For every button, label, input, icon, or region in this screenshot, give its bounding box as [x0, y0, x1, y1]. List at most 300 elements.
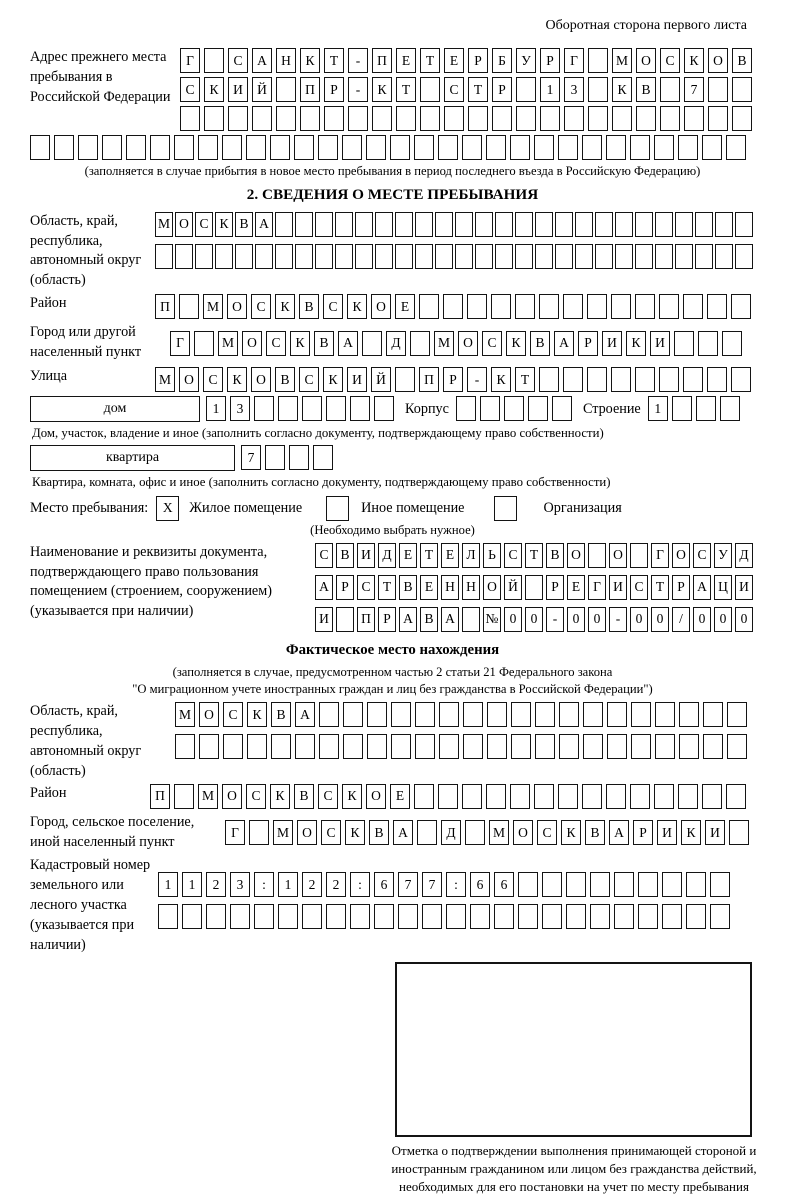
actual-region-row-1: [175, 702, 751, 727]
char-box: [678, 784, 698, 809]
char-box: М: [155, 367, 175, 392]
char-box: [343, 734, 363, 759]
char-box: [540, 106, 560, 131]
char-box: [703, 734, 723, 759]
char-box: 1: [278, 872, 298, 897]
char-box: Р: [492, 77, 512, 102]
char-box: [276, 106, 296, 131]
char-box: [635, 294, 655, 319]
char-box: [175, 244, 193, 269]
char-box: Н: [276, 48, 296, 73]
char-box: [270, 135, 290, 160]
char-box: Т: [396, 77, 416, 102]
char-box: [611, 294, 631, 319]
char-box: [342, 135, 362, 160]
char-box: [686, 904, 706, 929]
char-box: [662, 904, 682, 929]
char-box: [444, 106, 464, 131]
char-box: [659, 367, 679, 392]
char-box: [350, 396, 370, 421]
cadastral-block: [30, 856, 755, 955]
char-box: 3: [230, 872, 250, 897]
char-box: [552, 396, 572, 421]
char-box: В: [294, 784, 314, 809]
char-box: С: [203, 367, 223, 392]
char-box: [235, 244, 253, 269]
street-row: [155, 367, 755, 392]
char-box: [582, 135, 602, 160]
stay-type-label: Место пребывания:: [30, 499, 149, 516]
char-box: Й: [371, 367, 391, 392]
char-box: [249, 820, 269, 845]
char-box: Р: [672, 575, 690, 600]
char-box: [587, 294, 607, 319]
char-box: [707, 294, 727, 319]
cadastral-rows: [158, 856, 734, 929]
char-box: А: [295, 702, 315, 727]
char-box: [615, 212, 633, 237]
char-box: 6: [374, 872, 394, 897]
char-box: [630, 135, 650, 160]
char-box: [414, 784, 434, 809]
char-box: И: [609, 575, 627, 600]
char-box: [398, 904, 418, 929]
char-box: С: [357, 575, 375, 600]
char-box: Р: [578, 331, 598, 356]
char-box: И: [602, 331, 622, 356]
char-box: К: [347, 294, 367, 319]
char-box: М: [434, 331, 454, 356]
char-box: [375, 244, 393, 269]
char-box: Ь: [483, 543, 501, 568]
section3-title: Фактическое место нахождения: [285, 641, 500, 658]
char-box: [318, 135, 338, 160]
char-box: [563, 367, 583, 392]
char-box: Т: [515, 367, 535, 392]
char-box: [555, 212, 573, 237]
char-box: К: [561, 820, 581, 845]
char-box: [204, 106, 224, 131]
char-box: [446, 904, 466, 929]
char-box: С: [537, 820, 557, 845]
char-box: И: [347, 367, 367, 392]
prev-address-label: Адрес прежнего места пребывания в Российской Федерации: [30, 49, 171, 105]
char-box: [420, 106, 440, 131]
char-box: [595, 244, 613, 269]
char-box: В: [314, 331, 334, 356]
char-box: [366, 135, 386, 160]
char-box: К: [342, 784, 362, 809]
region-row-1: [155, 212, 755, 237]
char-box: К: [275, 294, 295, 319]
char-box: Р: [468, 48, 488, 73]
region-block: [30, 212, 755, 292]
char-box: О: [227, 294, 247, 319]
char-box: С: [223, 702, 243, 727]
char-box: [271, 734, 291, 759]
char-box: Е: [396, 48, 416, 73]
char-box: [731, 294, 751, 319]
char-box: [638, 904, 658, 929]
char-box: [631, 702, 651, 727]
char-box: М: [489, 820, 509, 845]
char-box: [348, 106, 368, 131]
char-box: [252, 106, 272, 131]
char-box: В: [636, 77, 656, 102]
char-box: 0: [735, 607, 753, 632]
char-box: И: [705, 820, 725, 845]
char-box: С: [321, 820, 341, 845]
char-box: [516, 106, 536, 131]
char-box: 0: [525, 607, 543, 632]
char-box: [516, 77, 536, 102]
char-box: О: [222, 784, 242, 809]
stay-type-option-residential: Жилое помещение: [189, 499, 303, 516]
char-box: С: [504, 543, 522, 568]
char-box: [410, 331, 430, 356]
char-box: [254, 396, 274, 421]
char-box: [246, 135, 266, 160]
char-box: [158, 904, 178, 929]
char-box: [518, 872, 538, 897]
char-box: [726, 135, 746, 160]
prev-address-row-4: [30, 135, 755, 160]
char-box: [518, 904, 538, 929]
document-label: Наименование и реквизиты документа, подтверждающего право пользования помещением (строением, сооружением) (указывается при наличии): [30, 543, 272, 620]
char-box: Р: [324, 77, 344, 102]
char-box: Е: [441, 543, 459, 568]
char-box: И: [650, 331, 670, 356]
char-box: [487, 702, 507, 727]
char-box: [415, 702, 435, 727]
house-note: Дом, участок, владение и иное (заполнить согласно документу, подтверждающему право собственности): [32, 425, 604, 440]
char-box: [511, 734, 531, 759]
prev-address-rows: [180, 48, 756, 135]
char-box: [215, 244, 233, 269]
section3-note-2: "О миграционном учете иностранных граждан и лиц без гражданства в Российской Федерации"): [132, 682, 653, 697]
char-box: Р: [633, 820, 653, 845]
char-box: [443, 294, 463, 319]
char-box: [731, 367, 751, 392]
city-block: [30, 323, 755, 363]
korpus-row: [456, 396, 576, 421]
char-box: [635, 367, 655, 392]
char-box: [695, 212, 713, 237]
char-box: [439, 734, 459, 759]
char-box: -: [546, 607, 564, 632]
char-box: [30, 135, 50, 160]
char-box: 2: [302, 872, 322, 897]
char-box: К: [270, 784, 290, 809]
char-box: П: [357, 607, 375, 632]
char-box: [155, 244, 173, 269]
char-box: [710, 904, 730, 929]
char-box: [732, 106, 752, 131]
city-row: [170, 331, 746, 356]
char-box: [720, 396, 740, 421]
char-box: [510, 784, 530, 809]
char-box: [415, 212, 433, 237]
char-box: [475, 212, 493, 237]
char-box: [635, 212, 653, 237]
char-box: :: [350, 872, 370, 897]
char-box: [727, 734, 747, 759]
char-box: [319, 702, 339, 727]
char-box: [199, 734, 219, 759]
char-box: [655, 244, 673, 269]
char-box: [655, 702, 675, 727]
char-box: [175, 734, 195, 759]
char-box: С: [315, 543, 333, 568]
apartment-block: [30, 445, 755, 471]
char-box: [276, 77, 296, 102]
street-block: [30, 367, 755, 392]
char-box: [275, 244, 293, 269]
char-box: [588, 543, 606, 568]
actual-city-row: [225, 820, 753, 845]
char-box: [78, 135, 98, 160]
actual-district-block: [30, 784, 755, 809]
char-box: У: [714, 543, 732, 568]
section3-note-1: (заполняется в случае, предусмотренном частью 2 статьи 21 Федерального закона: [172, 664, 613, 679]
char-box: [606, 135, 626, 160]
char-box: В: [732, 48, 752, 73]
char-box: [326, 904, 346, 929]
char-box: К: [300, 48, 320, 73]
char-box: [708, 77, 728, 102]
char-box: [607, 734, 627, 759]
char-box: [315, 244, 333, 269]
char-box: [515, 294, 535, 319]
char-box: [102, 135, 122, 160]
char-box: С: [195, 212, 213, 237]
char-box: Т: [378, 575, 396, 600]
char-box: [710, 872, 730, 897]
char-box: [491, 294, 511, 319]
char-box: [654, 135, 674, 160]
char-box: В: [369, 820, 389, 845]
char-box: [420, 77, 440, 102]
char-box: [726, 784, 746, 809]
char-box: Е: [395, 294, 415, 319]
char-box: [504, 396, 524, 421]
char-box: М: [175, 702, 195, 727]
char-box: А: [338, 331, 358, 356]
char-box: [462, 607, 480, 632]
char-box: :: [254, 872, 274, 897]
char-box: Й: [252, 77, 272, 102]
char-box: К: [227, 367, 247, 392]
char-box: [510, 135, 530, 160]
char-box: К: [626, 331, 646, 356]
char-box: В: [336, 543, 354, 568]
char-box: 6: [470, 872, 490, 897]
char-box: О: [371, 294, 391, 319]
char-box: [660, 77, 680, 102]
char-box: Б: [492, 48, 512, 73]
region-rows: [155, 212, 755, 273]
char-box: [674, 331, 694, 356]
char-box: В: [275, 367, 295, 392]
stay-type-checkbox-residential: X: [156, 496, 179, 521]
char-box: О: [483, 575, 501, 600]
region-row-2: [155, 244, 755, 269]
char-box: -: [348, 48, 368, 73]
char-box: [419, 294, 439, 319]
district-label: Район: [30, 295, 67, 312]
char-box: 7: [398, 872, 418, 897]
char-box: [126, 135, 146, 160]
char-box: [703, 702, 723, 727]
char-box: А: [693, 575, 711, 600]
char-box: [350, 904, 370, 929]
char-box: 6: [494, 872, 514, 897]
char-box: Т: [525, 543, 543, 568]
char-box: [558, 135, 578, 160]
char-box: [715, 212, 733, 237]
char-box: [612, 106, 632, 131]
char-box: [607, 702, 627, 727]
char-box: В: [271, 702, 291, 727]
char-box: :: [446, 872, 466, 897]
char-box: П: [155, 294, 175, 319]
char-box: С: [266, 331, 286, 356]
char-box: [492, 106, 512, 131]
stamp-area: [395, 962, 755, 1137]
char-box: 1: [206, 396, 226, 421]
char-box: К: [491, 367, 511, 392]
char-box: [558, 784, 578, 809]
char-box: Р: [336, 575, 354, 600]
char-box: [511, 702, 531, 727]
char-box: [659, 294, 679, 319]
char-box: [575, 212, 593, 237]
stay-type-option-organization: Организация: [543, 499, 622, 516]
actual-district-row: [150, 784, 750, 809]
char-box: С: [660, 48, 680, 73]
char-box: [255, 244, 273, 269]
char-box: [289, 445, 309, 470]
char-box: К: [247, 702, 267, 727]
char-box: [655, 212, 673, 237]
char-box: [583, 702, 603, 727]
char-box: И: [315, 607, 333, 632]
char-box: [194, 331, 214, 356]
stay-type-checkbox-organization: [494, 496, 517, 521]
char-box: [335, 212, 353, 237]
char-box: [182, 904, 202, 929]
char-box: С: [444, 77, 464, 102]
char-box: Д: [441, 820, 461, 845]
char-box: [588, 77, 608, 102]
stay-type-note: (Необходимо выбрать нужное): [310, 522, 475, 537]
char-box: [495, 212, 513, 237]
char-box: [686, 872, 706, 897]
char-box: [707, 367, 727, 392]
char-box: [313, 445, 333, 470]
actual-region-label: Область, край, республика, автономный округ (область): [30, 703, 142, 779]
char-box: [439, 702, 459, 727]
char-box: О: [708, 48, 728, 73]
char-box: [679, 702, 699, 727]
char-box: [555, 244, 573, 269]
apartment-type-box: квартира: [30, 445, 235, 471]
char-box: Г: [564, 48, 584, 73]
char-box: Г: [651, 543, 669, 568]
char-box: [206, 904, 226, 929]
char-box: В: [235, 212, 253, 237]
char-box: [319, 734, 339, 759]
char-box: Е: [390, 784, 410, 809]
char-box: А: [393, 820, 413, 845]
char-box: В: [420, 607, 438, 632]
char-box: [588, 106, 608, 131]
char-box: В: [299, 294, 319, 319]
char-box: -: [467, 367, 487, 392]
char-box: [150, 135, 170, 160]
char-box: [683, 367, 703, 392]
char-box: 0: [651, 607, 669, 632]
char-box: [300, 106, 320, 131]
char-box: Е: [420, 575, 438, 600]
cadastral-row-1: [158, 872, 734, 897]
char-box: [487, 734, 507, 759]
house-type-box: дом: [30, 396, 200, 422]
char-box: [265, 445, 285, 470]
char-box: [735, 244, 753, 269]
char-box: Т: [468, 77, 488, 102]
char-box: [228, 106, 248, 131]
char-box: 0: [504, 607, 522, 632]
char-box: А: [315, 575, 333, 600]
char-box: [611, 367, 631, 392]
char-box: И: [357, 543, 375, 568]
char-box: [566, 872, 586, 897]
char-box: С: [228, 48, 248, 73]
char-box: [590, 904, 610, 929]
char-box: С: [318, 784, 338, 809]
char-box: [702, 135, 722, 160]
char-box: [535, 702, 555, 727]
char-box: [204, 48, 224, 73]
char-box: [275, 212, 293, 237]
char-box: -: [348, 77, 368, 102]
char-box: [336, 607, 354, 632]
char-box: О: [242, 331, 262, 356]
char-box: [655, 734, 675, 759]
char-box: [198, 135, 218, 160]
char-box: [467, 294, 487, 319]
char-box: А: [554, 331, 574, 356]
char-box: И: [657, 820, 677, 845]
char-box: [534, 135, 554, 160]
char-box: [367, 702, 387, 727]
char-box: [455, 244, 473, 269]
char-box: К: [372, 77, 392, 102]
char-box: 0: [693, 607, 711, 632]
char-box: [630, 543, 648, 568]
char-box: [54, 135, 74, 160]
char-box: [395, 367, 415, 392]
char-box: [539, 294, 559, 319]
char-box: [355, 212, 373, 237]
char-box: [675, 212, 693, 237]
char-box: [486, 784, 506, 809]
char-box: [683, 294, 703, 319]
char-box: 2: [206, 872, 226, 897]
char-box: 0: [588, 607, 606, 632]
char-box: [367, 734, 387, 759]
